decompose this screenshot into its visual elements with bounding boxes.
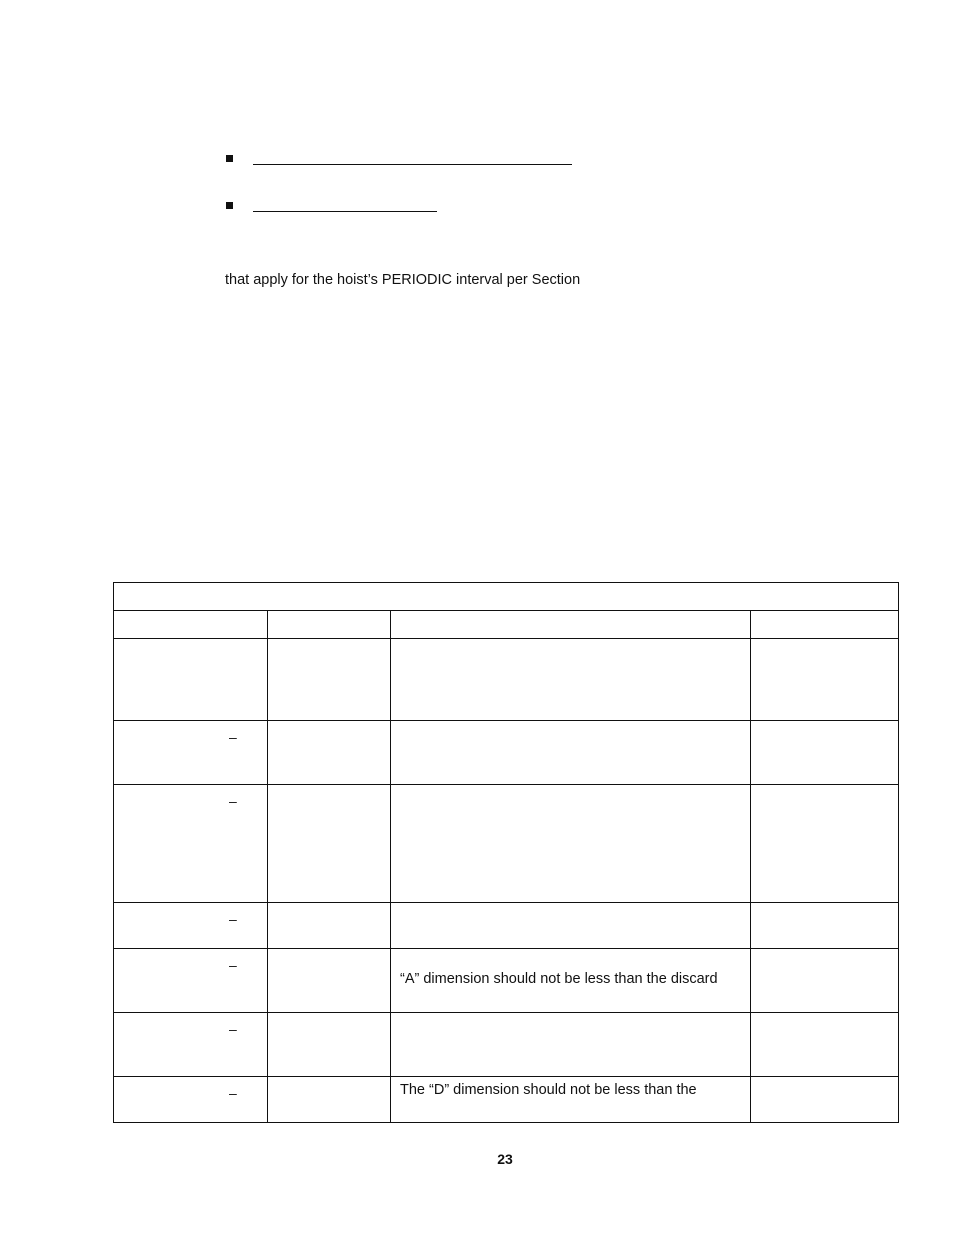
table-row [114, 949, 899, 1013]
description-cell [391, 721, 751, 785]
dash-mark: – [229, 911, 237, 927]
table-title-row [114, 583, 899, 611]
page-number: 23 [497, 1151, 513, 1167]
table-header-row [114, 611, 899, 639]
header-cell [268, 611, 391, 639]
inspection-table [113, 582, 899, 1123]
frequency-cell [268, 785, 391, 903]
dash-mark: – [229, 793, 237, 809]
item-cell [114, 639, 268, 721]
table-row [114, 721, 899, 785]
frequency-cell [268, 1077, 391, 1123]
frequency-cell [268, 903, 391, 949]
header-cell [114, 611, 268, 639]
description-cell [391, 903, 751, 949]
bullet-marker-1 [226, 155, 233, 162]
table-row [114, 1077, 899, 1123]
header-cell [391, 611, 751, 639]
intro-text: that apply for the hoist’s PERIODIC interval per Section [225, 272, 581, 288]
item-cell [114, 785, 268, 903]
description-cell [391, 1077, 751, 1123]
item-cell [114, 1013, 268, 1077]
description-text: The “D” dimension should not be less than the [400, 1082, 697, 1098]
item-cell [114, 721, 268, 785]
item-cell [114, 1077, 268, 1123]
table-row [114, 639, 899, 721]
blank-line-1 [253, 164, 572, 165]
table-row [114, 785, 899, 903]
table-row [114, 903, 899, 949]
dash-mark: – [229, 1085, 237, 1101]
blank-line-2 [253, 211, 437, 212]
result-cell [751, 1077, 899, 1123]
description-cell [391, 639, 751, 721]
dash-mark: – [229, 957, 237, 973]
description-cell [391, 1013, 751, 1077]
item-cell [114, 949, 268, 1013]
result-cell [751, 903, 899, 949]
bullet-marker-2 [226, 202, 233, 209]
dash-mark: – [229, 729, 237, 745]
frequency-cell [268, 949, 391, 1013]
result-cell [751, 721, 899, 785]
result-cell [751, 639, 899, 721]
description-cell [391, 949, 751, 1013]
result-cell [751, 1013, 899, 1077]
frequency-cell [268, 639, 391, 721]
table-title-cell [114, 583, 899, 611]
item-cell [114, 903, 268, 949]
result-cell [751, 785, 899, 903]
description-text: “A” dimension should not be less than the discard [400, 971, 718, 987]
description-cell [391, 785, 751, 903]
header-cell [751, 611, 899, 639]
table-row [114, 1013, 899, 1077]
frequency-cell [268, 1013, 391, 1077]
result-cell [751, 949, 899, 1013]
dash-mark: – [229, 1021, 237, 1037]
frequency-cell [268, 721, 391, 785]
